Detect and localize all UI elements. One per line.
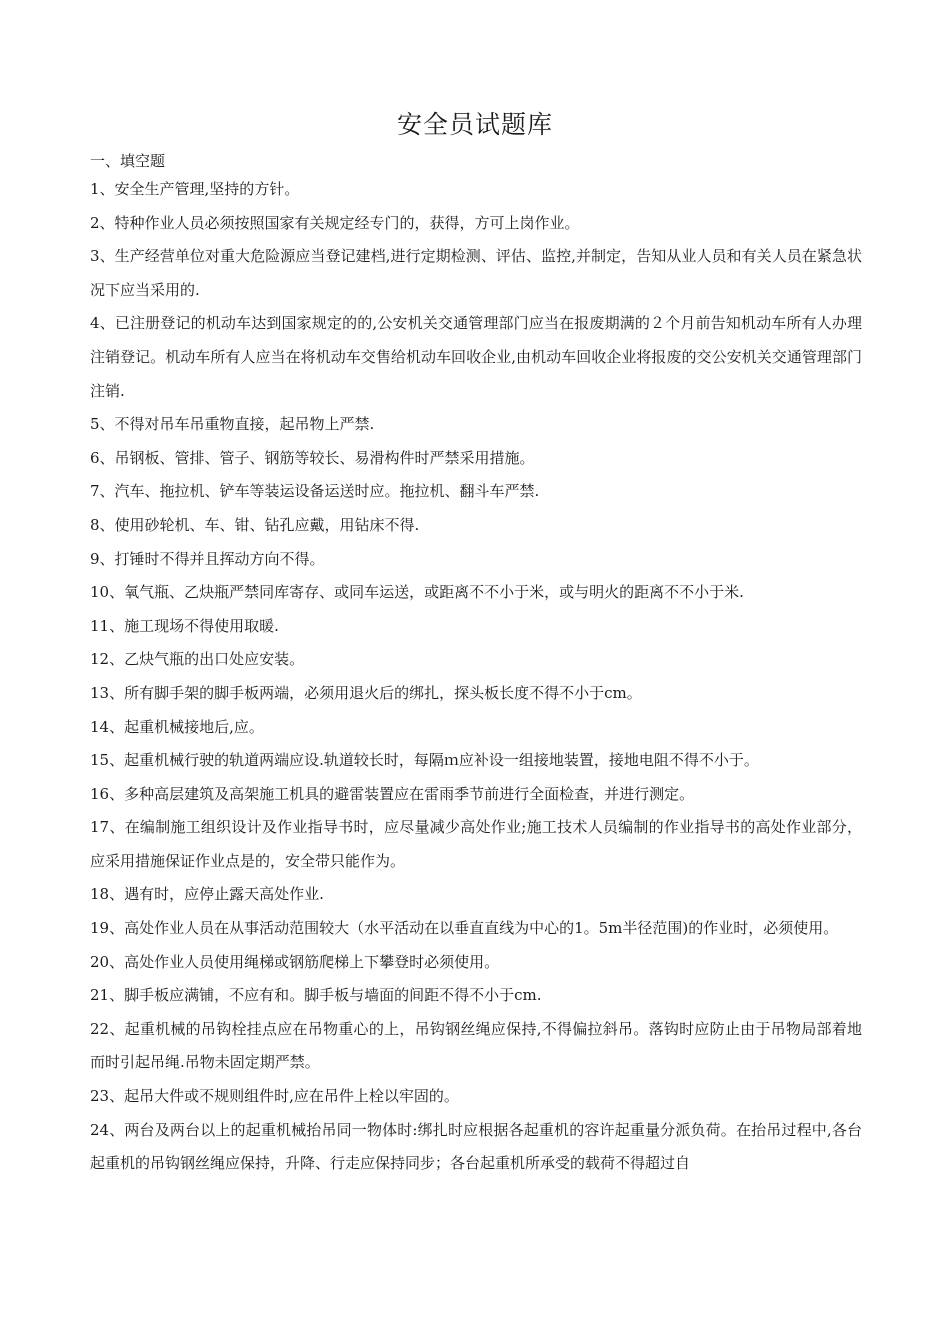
question-item: 2、特种作业人员必须按照国家有关规定经专门的，获得，方可上岗作业。 bbox=[90, 213, 580, 232]
question-item: 23、起吊大件或不规则组件时,应在吊件上栓以牢固的。 bbox=[90, 1087, 459, 1106]
question-item: 12、乙炔气瓶的出口处应安装。 bbox=[90, 650, 305, 669]
question-item: 16、多种高层建筑及高架施工机具的避雷装置应在雷雨季节前进行全面检查，并进行测定。 bbox=[90, 784, 695, 803]
question-item: 6、吊钢板、管排、管子、钢筋等较长、易滑构件时严禁采用措施。 bbox=[90, 448, 535, 467]
question-item: 17、在编制施工组织设计及作业指导书时，应尽量减少高处作业;施工技术人员编制的作业指导书的高处作业部分，应采用措施保证作业点是的，安全带只能作为。 bbox=[90, 818, 862, 870]
question-item: 19、高处作业人员在从事活动范围较大（水平活动在以垂直直线为中心的1。5m半径范围)的作业时，必须使用。 bbox=[90, 919, 839, 938]
question-item: 20、高处作业人员使用绳梯或钢筋爬梯上下攀登时必须使用。 bbox=[90, 952, 500, 971]
question-item: 11、施工现场不得使用取暖. bbox=[90, 616, 279, 635]
question-list bbox=[90, 173, 862, 1181]
question-item: 10、氧气瓶、乙炔瓶严禁同库寄存、或同车运送，或距离不不小于米，或与明火的距离不不小于米. bbox=[90, 583, 744, 602]
question-item: 22、起重机械的吊钩栓挂点应在吊物重心的上，吊钩钢丝绳应保持,不得偏拉斜吊。落钩时应防止由于吊物局部着地而时引起吊绳.吊物未固定期严禁。 bbox=[90, 1019, 862, 1072]
section-heading: 一、填空题 bbox=[90, 152, 166, 170]
question-item: 7、汽车、拖拉机、铲车等装运设备运送时应。拖拉机、翻斗车严禁. bbox=[90, 482, 540, 501]
question-item: 4、已注册登记的机动车达到国家规定的的,公安机关交通管理部门应当在报废期满的２个月前告知机动车所有人办理注销登记。机动车所有人应当在将机动车交售给机动车回收企业,由机动车回收企业将报废的交公安机关交通管理部门注销. bbox=[90, 314, 862, 400]
question-item: 24、两台及两台以上的起重机械抬吊同一物体时:绑扎时应根据各起重机的容许起重量分派负荷。在抬吊过程中,各台起重机的吊钩钢丝绳应保持，升降、行走应保持同步；各台起重机所承受的载荷不得超过自 bbox=[90, 1120, 862, 1173]
question-item: 18、遇有时，应停止露天高处作业. bbox=[90, 885, 324, 904]
question-item: 15、起重机械行驶的轨道两端应设.轨道较长时，每隔ｍ应补设一组接地装置，接地电阻不得不小于。 bbox=[90, 751, 759, 770]
question-item: 3、生产经营单位对重大危险源应当登记建档,进行定期检测、评估、监控,并制定，告知从业人员和有关人员在紧急状况下应当采用的. bbox=[90, 247, 862, 299]
question-item: 8、使用砂轮机、车、钳、钻孔应戴，用钻床不得. bbox=[90, 515, 420, 534]
question-item: 5、不得对吊车吊重物直接，起吊物上严禁. bbox=[90, 415, 375, 434]
document-title: 安全员试题库 bbox=[396, 110, 553, 139]
question-item: 9、打锤时不得并且挥动方向不得。 bbox=[90, 549, 325, 568]
question-item: 1、安全生产管理,坚持的方针。 bbox=[90, 180, 300, 198]
question-item: 13、所有脚手架的脚手板两端，必须用退火后的绑扎，探头板长度不得不小于cm。 bbox=[90, 683, 642, 702]
question-item: 14、起重机械接地后,应。 bbox=[90, 717, 264, 736]
question-item: 21、脚手板应满铺，不应有和。脚手板与墙面的间距不得不小于cm. bbox=[90, 986, 542, 1005]
